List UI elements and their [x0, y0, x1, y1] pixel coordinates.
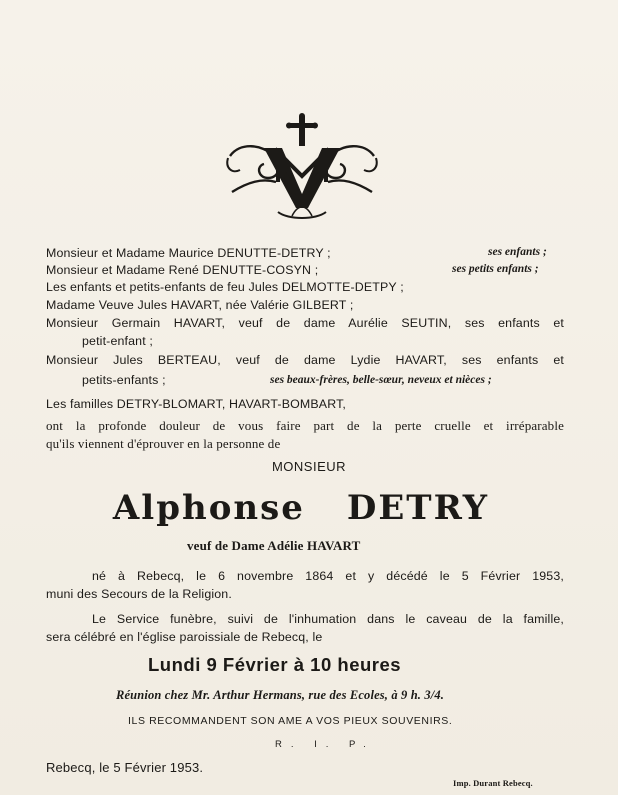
announcement-line-1: ont la profonde douleur de vous faire part de la perte cruelle et irréparable — [46, 418, 564, 433]
cross-monogram-emblem — [222, 112, 382, 224]
rip-line: R. I. P. — [275, 739, 375, 750]
service-date: Lundi 9 Février à 10 heures — [148, 654, 402, 675]
birth-death-line: né à Rebecq, le 6 novembre 1864 et y décédé le 5 Février 1953, — [92, 569, 564, 583]
deceased-title: MONSIEUR — [271, 459, 347, 474]
deceased-first-name: Alphonse — [112, 488, 305, 528]
family-relation-1: ses enfants ; — [488, 246, 547, 258]
sacraments-line: muni des Secours de la Religion. — [46, 587, 232, 601]
family-line-5: Monsieur Germain HAVART, veuf de dame Aurélie SEUTIN, ses enfants et — [46, 316, 564, 330]
family-relation-2: ses petits enfants ; — [452, 263, 539, 275]
family-line-1: Monsieur et Madame Maurice DENUTTE-DETRY ; — [46, 246, 331, 260]
service-line-1: Le Service funèbre, suivi de l'inhumation dans le caveau de la famille, — [92, 612, 564, 626]
deceased-last-name: DETRY — [346, 488, 490, 528]
family-line-4: Madame Veuve Jules HAVART, née Valérie GILBERT ; — [46, 298, 354, 312]
family-line-9: Les familles DETRY-BLOMART, HAVART-BOMBART, — [46, 397, 347, 411]
deceased-spouse: veuf de Dame Adélie HAVART — [187, 538, 361, 553]
family-line-3: Les enfants et petits-enfants de feu Jules DELMOTTE-DETPY ; — [46, 280, 404, 294]
recommendation-line: ILS RECOMMANDENT SON AME A VOS PIEUX SOUVENIRS. — [128, 715, 453, 727]
deceased-name — [0, 488, 610, 528]
printer-credit: Imp. Durant Rebecq. — [453, 778, 533, 788]
service-line-2: sera célébré en l'église paroissiale de Rebecq, le — [46, 630, 323, 644]
family-line-8: petits-enfants ; — [82, 373, 166, 387]
family-line-6: petit-enfant ; — [82, 334, 153, 348]
family-line-7: Monsieur Jules BERTEAU, veuf de dame Lydie HAVART, ses enfants et — [46, 353, 564, 367]
place-date: Rebecq, le 5 Février 1953. — [46, 760, 204, 775]
announcement-line-2: qu'ils viennent d'éprouver en la personne de — [46, 436, 281, 451]
family-relation-8: ses beaux-frères, belle-sœur, neveux et nièces ; — [270, 374, 492, 386]
reunion-line: Réunion chez Mr. Arthur Hermans, rue des Ecoles, à 9 h. 3/4. — [116, 688, 445, 702]
family-line-2: Monsieur et Madame René DENUTTE-COSYN ; — [46, 263, 319, 277]
